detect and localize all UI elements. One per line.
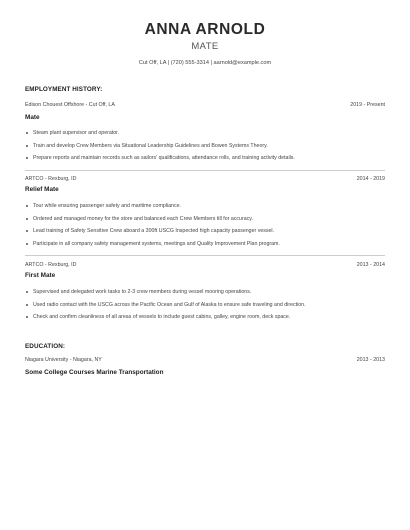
education-dates: 2013 - 2013 bbox=[356, 357, 385, 363]
list-item: Train and develop Crew Members via Situational Leadership Guidelines and Bowen Systems Theory. bbox=[25, 143, 385, 156]
job-employer: Edison Chouest Offshore - Cut Off, LA bbox=[25, 102, 115, 108]
job-employer: ARTCO - Rexburg, ID bbox=[25, 176, 77, 182]
job-bullets bbox=[25, 130, 385, 168]
job-dates: 2014 - 2019 bbox=[356, 176, 385, 182]
contact-line: Cut Off, LA | (720) 555-3314 | aarnold@example.com bbox=[138, 60, 272, 66]
education-degree: Some College Courses Marine Transportation bbox=[25, 369, 164, 376]
job-employer: ARTCO - Rexburg, ID bbox=[25, 262, 77, 268]
list-item: Prepare reports and maintain records such as sailors' qualifications, attendance rolls, and training activity details. bbox=[25, 155, 385, 168]
job-title: First Mate bbox=[25, 272, 56, 279]
job-bullets bbox=[25, 203, 385, 253]
candidate-title: MATE bbox=[191, 41, 219, 52]
list-item: Check and confirm cleanliness of all areas of vessels to include guest cabins, galley, engine room, deck space. bbox=[25, 314, 385, 327]
list-item: Steam plant supervisor and operator. bbox=[25, 130, 385, 143]
divider bbox=[25, 170, 385, 171]
job-title: Relief Mate bbox=[25, 186, 59, 193]
list-item: Tour while ensuring passenger safety and maritime compliance. bbox=[25, 203, 385, 216]
divider bbox=[25, 255, 385, 256]
job-dates: 2013 - 2014 bbox=[356, 262, 385, 268]
list-item: Participate in all company safety management systems, meetings and Quality Improvement Plan program. bbox=[25, 241, 385, 254]
list-item: Ordered and managed money for the store and balanced each Crew Members till for accuracy. bbox=[25, 216, 385, 229]
list-item: Supervised and delegated work tasks to 2-3 crew members during vessel mooring operations. bbox=[25, 289, 385, 302]
list-item: Used radio contact with the USCG across the Pacific Ocean and Gulf of Alaska to ensure safe traveling and direction. bbox=[25, 302, 385, 315]
candidate-name: ANNA ARNOLD bbox=[144, 21, 266, 38]
list-item: Lead training of Safety Sensitive Crew aboard a 300ft USCG Inspected high capacity passenger vessel. bbox=[25, 228, 385, 241]
employment-heading: EMPLOYMENT HISTORY: bbox=[25, 86, 103, 93]
job-dates: 2019 - Present bbox=[350, 102, 385, 108]
job-title: Mate bbox=[25, 114, 40, 121]
education-heading: EDUCATION: bbox=[25, 343, 66, 350]
education-school: Niagara University - Niagara, NY bbox=[25, 357, 102, 363]
job-bullets bbox=[25, 289, 385, 327]
